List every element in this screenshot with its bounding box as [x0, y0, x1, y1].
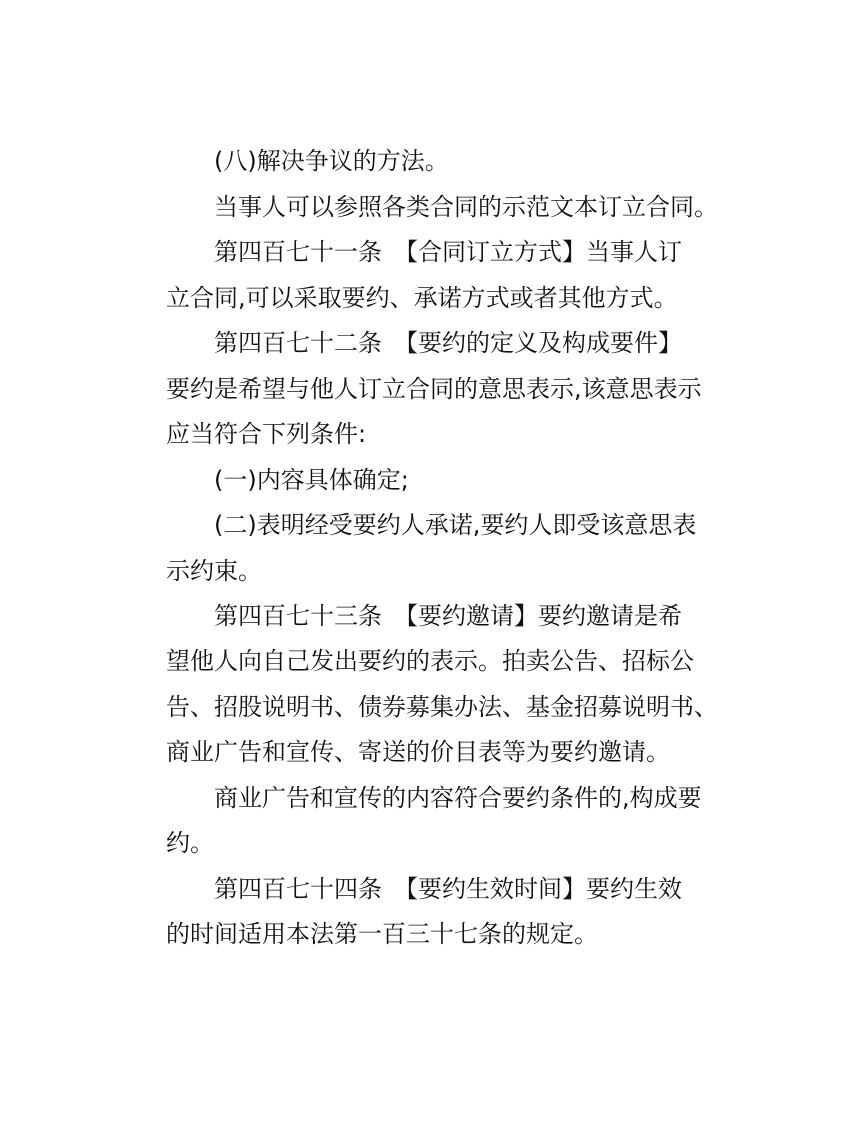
- text-line: 商业广告和宣传、寄送的价目表等为要约邀请。: [166, 738, 670, 766]
- article-471-heading: 第四百七十一条 【合同订立方式】当事人订: [214, 238, 682, 266]
- text-line: 告、招股说明书、债券募集办法、基金招募说明书、: [166, 693, 718, 721]
- text-line: 的时间适用本法第一百三十七条的规定。: [166, 920, 598, 948]
- list-item: (二)表明经受要约人承诺,要约人即受该意思表: [214, 511, 697, 539]
- article-472-heading: 第四百七十二条 【要约的定义及构成要件】: [214, 329, 682, 357]
- text-line: (八)解决争议的方法。: [214, 147, 449, 175]
- text-line: 约。: [166, 829, 214, 857]
- text-line: 当事人可以参照各类合同的示范文本订立合同。: [214, 193, 718, 221]
- text-line: 望他人向自己发出要约的表示。拍卖公告、招标公: [166, 647, 694, 675]
- text-line: 示约束。: [166, 557, 262, 585]
- text-line: 立合同,可以采取要约、承诺方式或者其他方式。: [166, 284, 678, 312]
- article-474-heading: 第四百七十四条 【要约生效时间】要约生效: [214, 875, 682, 903]
- article-473-heading: 第四百七十三条 【要约邀请】要约邀请是希: [214, 602, 682, 630]
- text-line: 商业广告和宣传的内容符合要约条件的,构成要: [214, 784, 702, 812]
- text-line: 要约是希望与他人订立合同的意思表示,该意思表示: [166, 375, 702, 403]
- text-line: 应当符合下列条件:: [166, 420, 367, 448]
- list-item: (一)内容具体确定;: [214, 466, 409, 494]
